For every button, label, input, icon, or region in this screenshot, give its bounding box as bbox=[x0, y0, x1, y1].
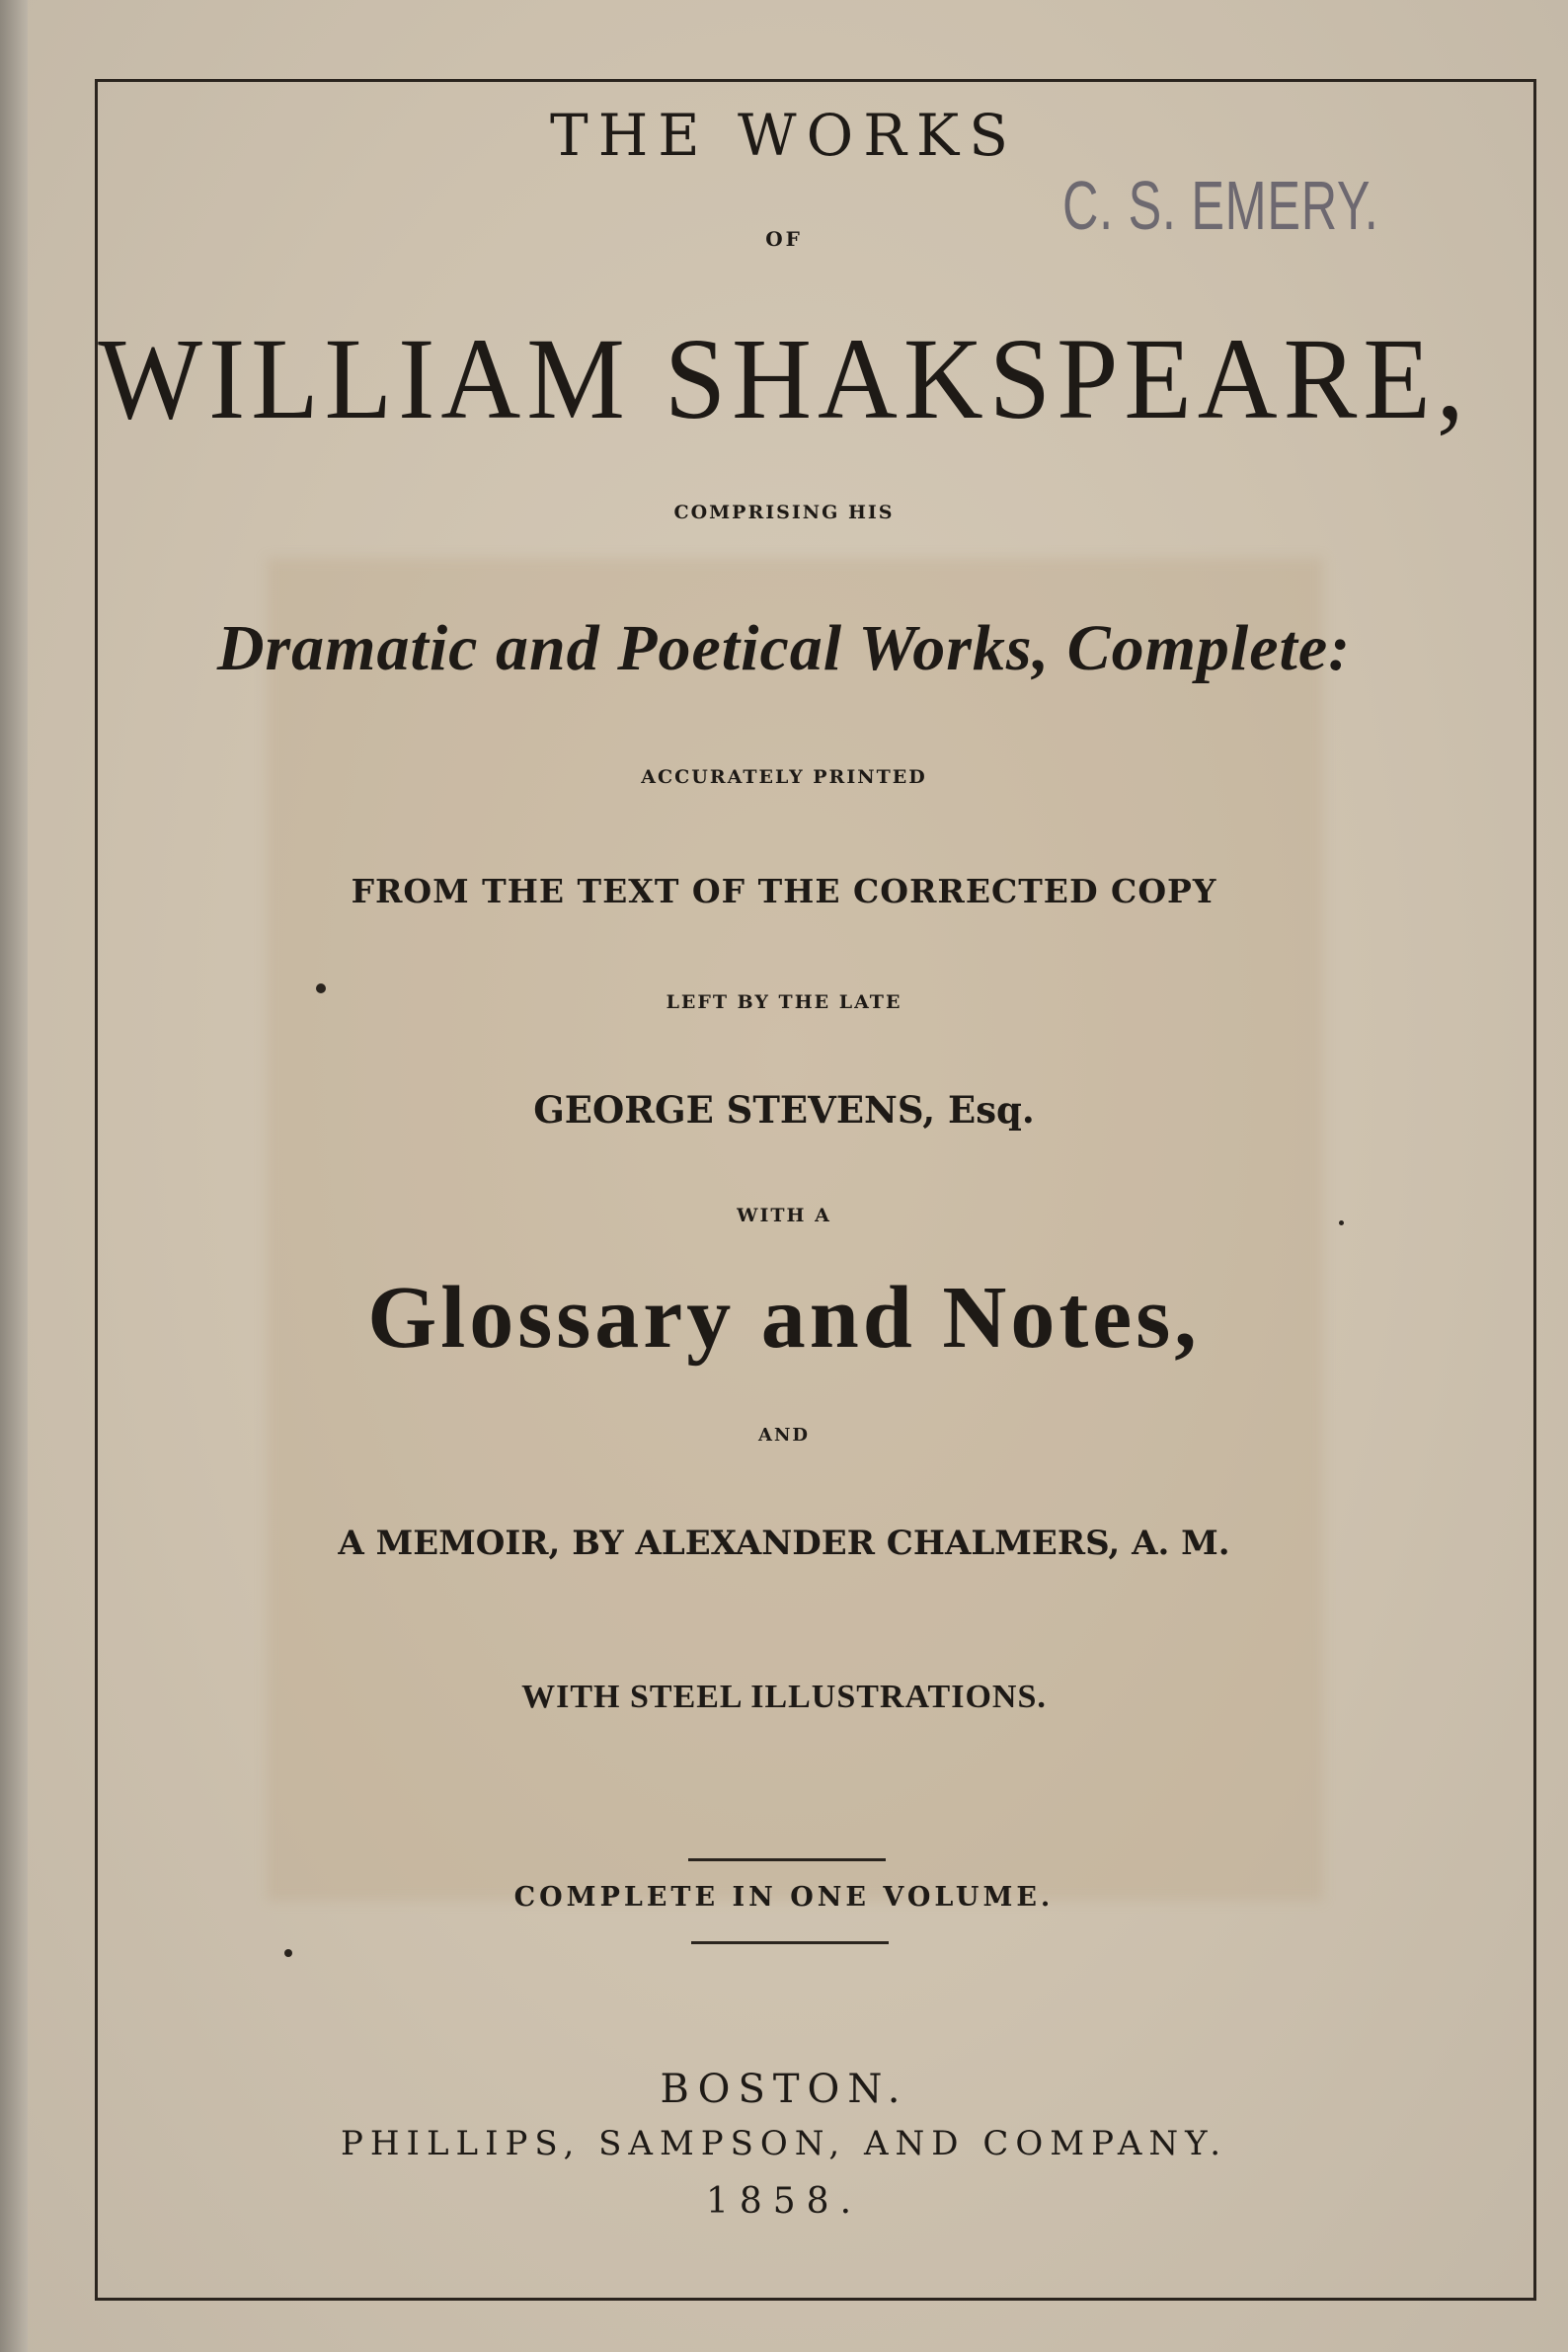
ink-speck bbox=[1339, 1220, 1344, 1225]
glossary-line: Glossary and Notes, bbox=[367, 1269, 1201, 1367]
heading: THE WORKS bbox=[550, 102, 1018, 169]
editor-name: GEORGE STEVENS, Esq. bbox=[533, 1088, 1035, 1132]
complete-volume-line: COMPLETE IN ONE VOLUME. bbox=[513, 1882, 1055, 1913]
author-name: WILLIAM SHAKSPEARE, bbox=[98, 314, 1470, 444]
and-text: AND bbox=[757, 1425, 811, 1446]
rule-above-volume bbox=[688, 1858, 886, 1861]
comprising-text: COMPRISING HIS bbox=[673, 502, 895, 523]
imprint-city: BOSTON. bbox=[660, 2067, 908, 2112]
illustrations-line: WITH STEEL ILLUSTRATIONS. bbox=[521, 1679, 1047, 1715]
imprint-publisher: PHILLIPS, SAMPSON, AND COMPANY. bbox=[340, 2124, 1227, 2163]
from-text-line: FROM THE TEXT OF THE CORRECTED COPY bbox=[351, 872, 1217, 910]
ink-speck bbox=[284, 1949, 292, 1957]
ink-speck bbox=[316, 983, 326, 993]
owner-stamp: C. S. EMERY. bbox=[1062, 167, 1379, 244]
rule-below-volume bbox=[691, 1941, 889, 1944]
memoir-line: A MEMOIR, BY ALEXANDER CHALMERS, A. M. bbox=[338, 1524, 1230, 1563]
works-line: Dramatic and Poetical Works, Complete: bbox=[216, 612, 1352, 684]
left-by-text: LEFT BY THE LATE bbox=[666, 991, 902, 1013]
with-a-text: WITH A bbox=[737, 1205, 831, 1226]
of-text: OF bbox=[765, 227, 803, 251]
imprint-year: 1858. bbox=[705, 2181, 863, 2222]
accurately-printed-text: ACCURATELY PRINTED bbox=[641, 766, 927, 788]
